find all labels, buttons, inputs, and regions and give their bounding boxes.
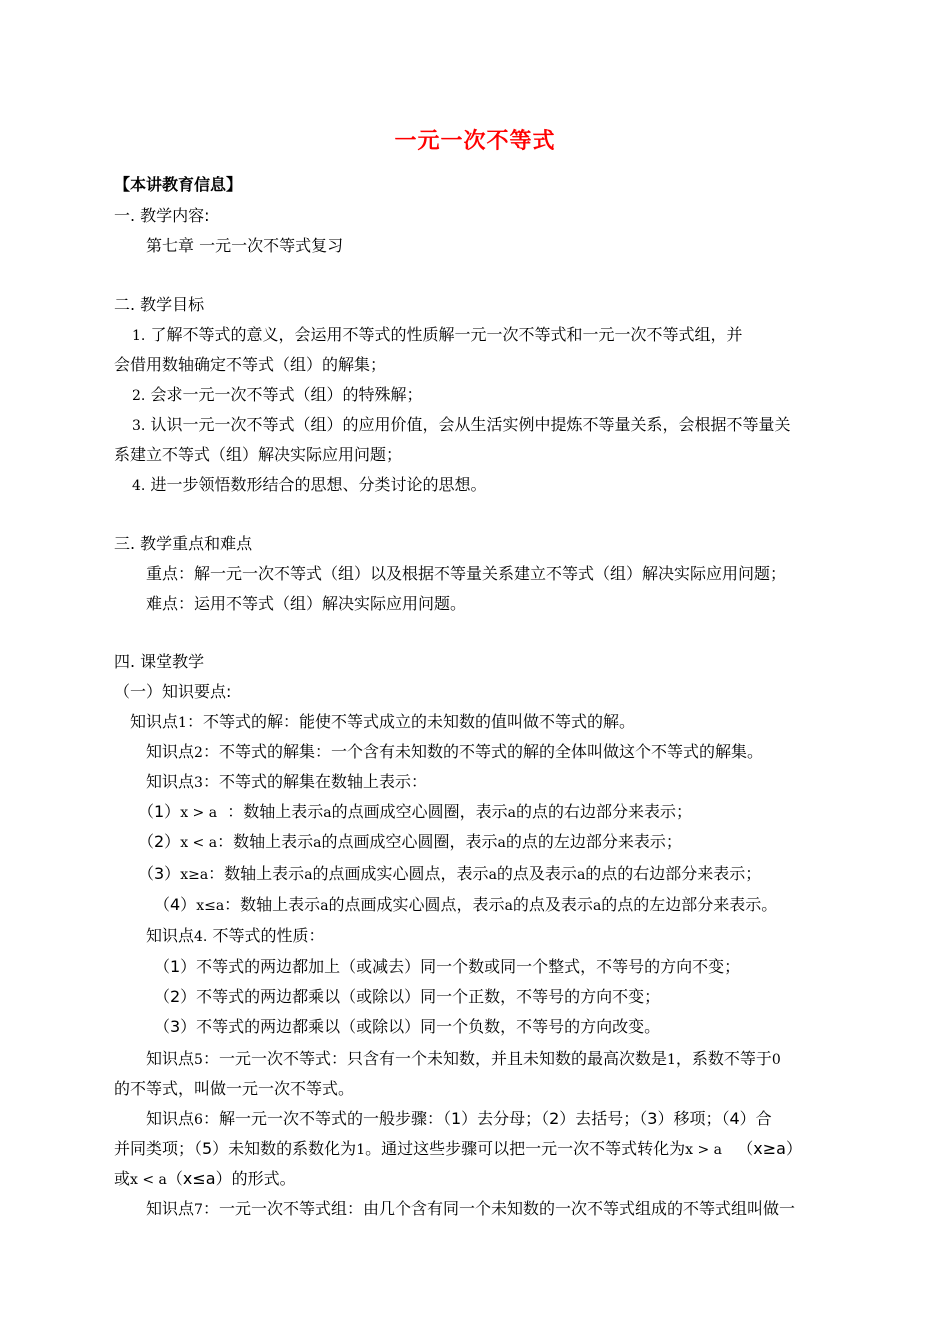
goal-3-line-1 [132,414,790,437]
section-1-heading: 一. 教学内容: [114,206,210,225]
rule-text: 的点的左边部分来表示； [505,832,682,851]
rule-text: ：数轴上表示 [227,802,324,821]
rule-index: （3） [138,864,181,883]
kp-number: 3 [194,775,203,791]
inequality: x > a [685,1142,722,1158]
kp-text: 不等式的性质： [212,926,325,945]
knowledge-point-5-line-2: 的不等式，叫做一元一次不等式。 [114,1079,355,1098]
kp-text: ：一元一次不等式组：由几个含有同一个未知数的一次不等式组成的不等式组叫做一 [202,1199,795,1218]
kp-number: 5 [194,1052,203,1068]
kp-label: 知识点 [130,712,179,731]
var-a: a [320,898,329,914]
section-4-heading: 四. 课堂教学 [114,652,205,671]
var-a: a [488,867,497,883]
rule-index: （1） [138,802,181,821]
inequality: x > a [180,805,218,821]
number-line-rule-2 [138,831,682,854]
knowledge-point-5-line-1 [146,1048,781,1071]
var-a: a [497,835,506,851]
goal-1-line-1 [132,324,742,347]
knowledge-point-6-line-1 [146,1108,772,1131]
inequality: x≤a [196,898,225,914]
rule-text: 的点画成空心圆圈，表示 [331,802,508,821]
section-3-heading: 三. 教学重点和难点 [114,534,253,553]
goal-text: 认识一元一次不等式（组）的应用价值，会从生活实例中提炼不等量关系，会根据不等量关 [150,415,791,434]
kp-label: 知识点 [146,1109,195,1128]
number-one: 1 [356,1142,366,1158]
kp-number: 2 [194,745,203,761]
goal-text: 会求一元一次不等式（组）的特殊解； [150,385,423,404]
rule-text: 的点画成实心圆点，表示 [328,895,505,914]
inequality: x < a [130,1172,167,1188]
rule-text: ：数轴上表示 [224,895,321,914]
number-zero: 0 [771,1052,781,1068]
difficult-point: 难点：运用不等式（组）解决实际应用问题。 [146,594,467,613]
goal-4 [132,474,486,497]
kp-label: 知识点 [146,742,195,761]
property-2: （2）不等式的两边都乘以（或除以）同一个正数，不等号的方向不变； [154,987,661,1006]
goal-number: 2. [132,388,146,404]
kp-number: 1 [178,715,187,731]
kp-number: 7 [194,1202,203,1218]
goal-number: 3. [132,418,146,434]
rule-index: （2） [138,832,181,851]
info-header: 【本讲教育信息】 [114,175,243,194]
kp-text: ：解一元一次不等式的一般步骤：（1）去分母；（2）去括号；（3）移项；（4）合 [202,1109,772,1128]
number-line-rule-4 [154,894,777,917]
knowledge-point-7 [146,1198,795,1221]
number-one: 1 [666,1052,676,1068]
knowledge-point-6-line-3 [114,1168,296,1191]
var-a: a [323,805,332,821]
knowledge-point-1 [130,711,635,734]
kp-text: 或 [114,1169,131,1188]
rule-index: （4） [154,895,197,914]
number-line-rule-3 [138,863,761,886]
kp-text: ：不等式的解：能使不等式成立的未知数的值叫做不等式的解。 [186,712,635,731]
var-a: a [507,805,516,821]
kp-text: 并同类项；（5）未知数的系数化为 [114,1139,357,1158]
goal-1-line-2: 会借用数轴确定不等式（组）的解集； [114,355,387,374]
kp-label: 知识点 [146,1199,195,1218]
goal-number: 1. [132,328,146,344]
knowledge-point-2 [146,741,763,764]
var-a: a [592,898,602,914]
var-a: a [304,867,313,883]
goal-text: 了解不等式的意义，会运用不等式的性质解一元一次不等式和一元一次不等式组，并 [150,325,743,344]
goal-3-line-2: 系建立不等式（组）解决实际应用问题； [114,445,403,464]
kp-text: ，系数不等于 [675,1049,772,1068]
rule-text: 的点画成空心圆圈，表示 [321,832,498,851]
rule-text: ：数轴上表示 [208,864,305,883]
inequality-alt: （x≥a） [737,1139,802,1158]
property-3: （3）不等式的两边都乘以（或除以）同一个负数，不等号的方向改变。 [154,1017,661,1036]
inequality: x < a [180,835,218,851]
rule-text: 的点画成实心圆点，表示 [312,864,489,883]
kp-label: 知识点 [146,772,195,791]
var-a: a [576,867,586,883]
kp-text: 。通过这些步骤可以把一元一次不等式转化为 [365,1139,686,1158]
kp-number: 6 [194,1112,203,1128]
section-1-content: 第七章 一元一次不等式复习 [146,236,344,255]
goal-text: 进一步领悟数形结合的思想、分类讨论的思想。 [150,475,487,494]
kp-text: ：一元一次不等式：只含有一个未知数，并且未知数的最高次数是 [202,1049,667,1068]
section-2-heading: 二. 教学目标 [114,295,205,314]
kp-number: 4. [194,929,208,945]
rule-text: 的点及表示 [512,895,593,914]
rule-text: ：数轴上表示 [217,832,314,851]
number-line-rule-1 [138,801,692,824]
rule-text: 的点及表示 [496,864,577,883]
kp-text: （x≤a）的形式。 [166,1169,296,1188]
kp-text: ：不等式的解集：一个含有未知数的不等式的解的全体叫做这个不等式的解集。 [202,742,763,761]
knowledge-point-6-line-2 [114,1138,802,1161]
rule-text: 的点的右边部分来表示； [515,802,692,821]
kp-label: 知识点 [146,1049,195,1068]
goal-number: 4. [132,478,146,494]
kp-label: 知识点 [146,926,195,945]
knowledge-point-3 [146,771,427,794]
rule-text: 的点的右边部分来表示； [585,864,762,883]
document-title: 一元一次不等式 [394,129,556,154]
goal-2 [132,384,422,407]
kp-text: ：不等式的解集在数轴上表示： [202,772,427,791]
knowledge-subheading: （一）知识要点: [114,682,232,701]
var-a: a [313,835,322,851]
knowledge-point-4 [146,925,324,948]
key-point: 重点：解一元一次不等式（组）以及根据不等量关系建立不等式（组）解决实际应用问题； [146,564,787,583]
rule-text: 的点的左边部分来表示。 [601,895,778,914]
inequality: x≥a [180,867,209,883]
property-1: （1）不等式的两边都加上（或减去）同一个数或同一个整式，不等号的方向不变； [154,957,741,976]
var-a: a [504,898,513,914]
